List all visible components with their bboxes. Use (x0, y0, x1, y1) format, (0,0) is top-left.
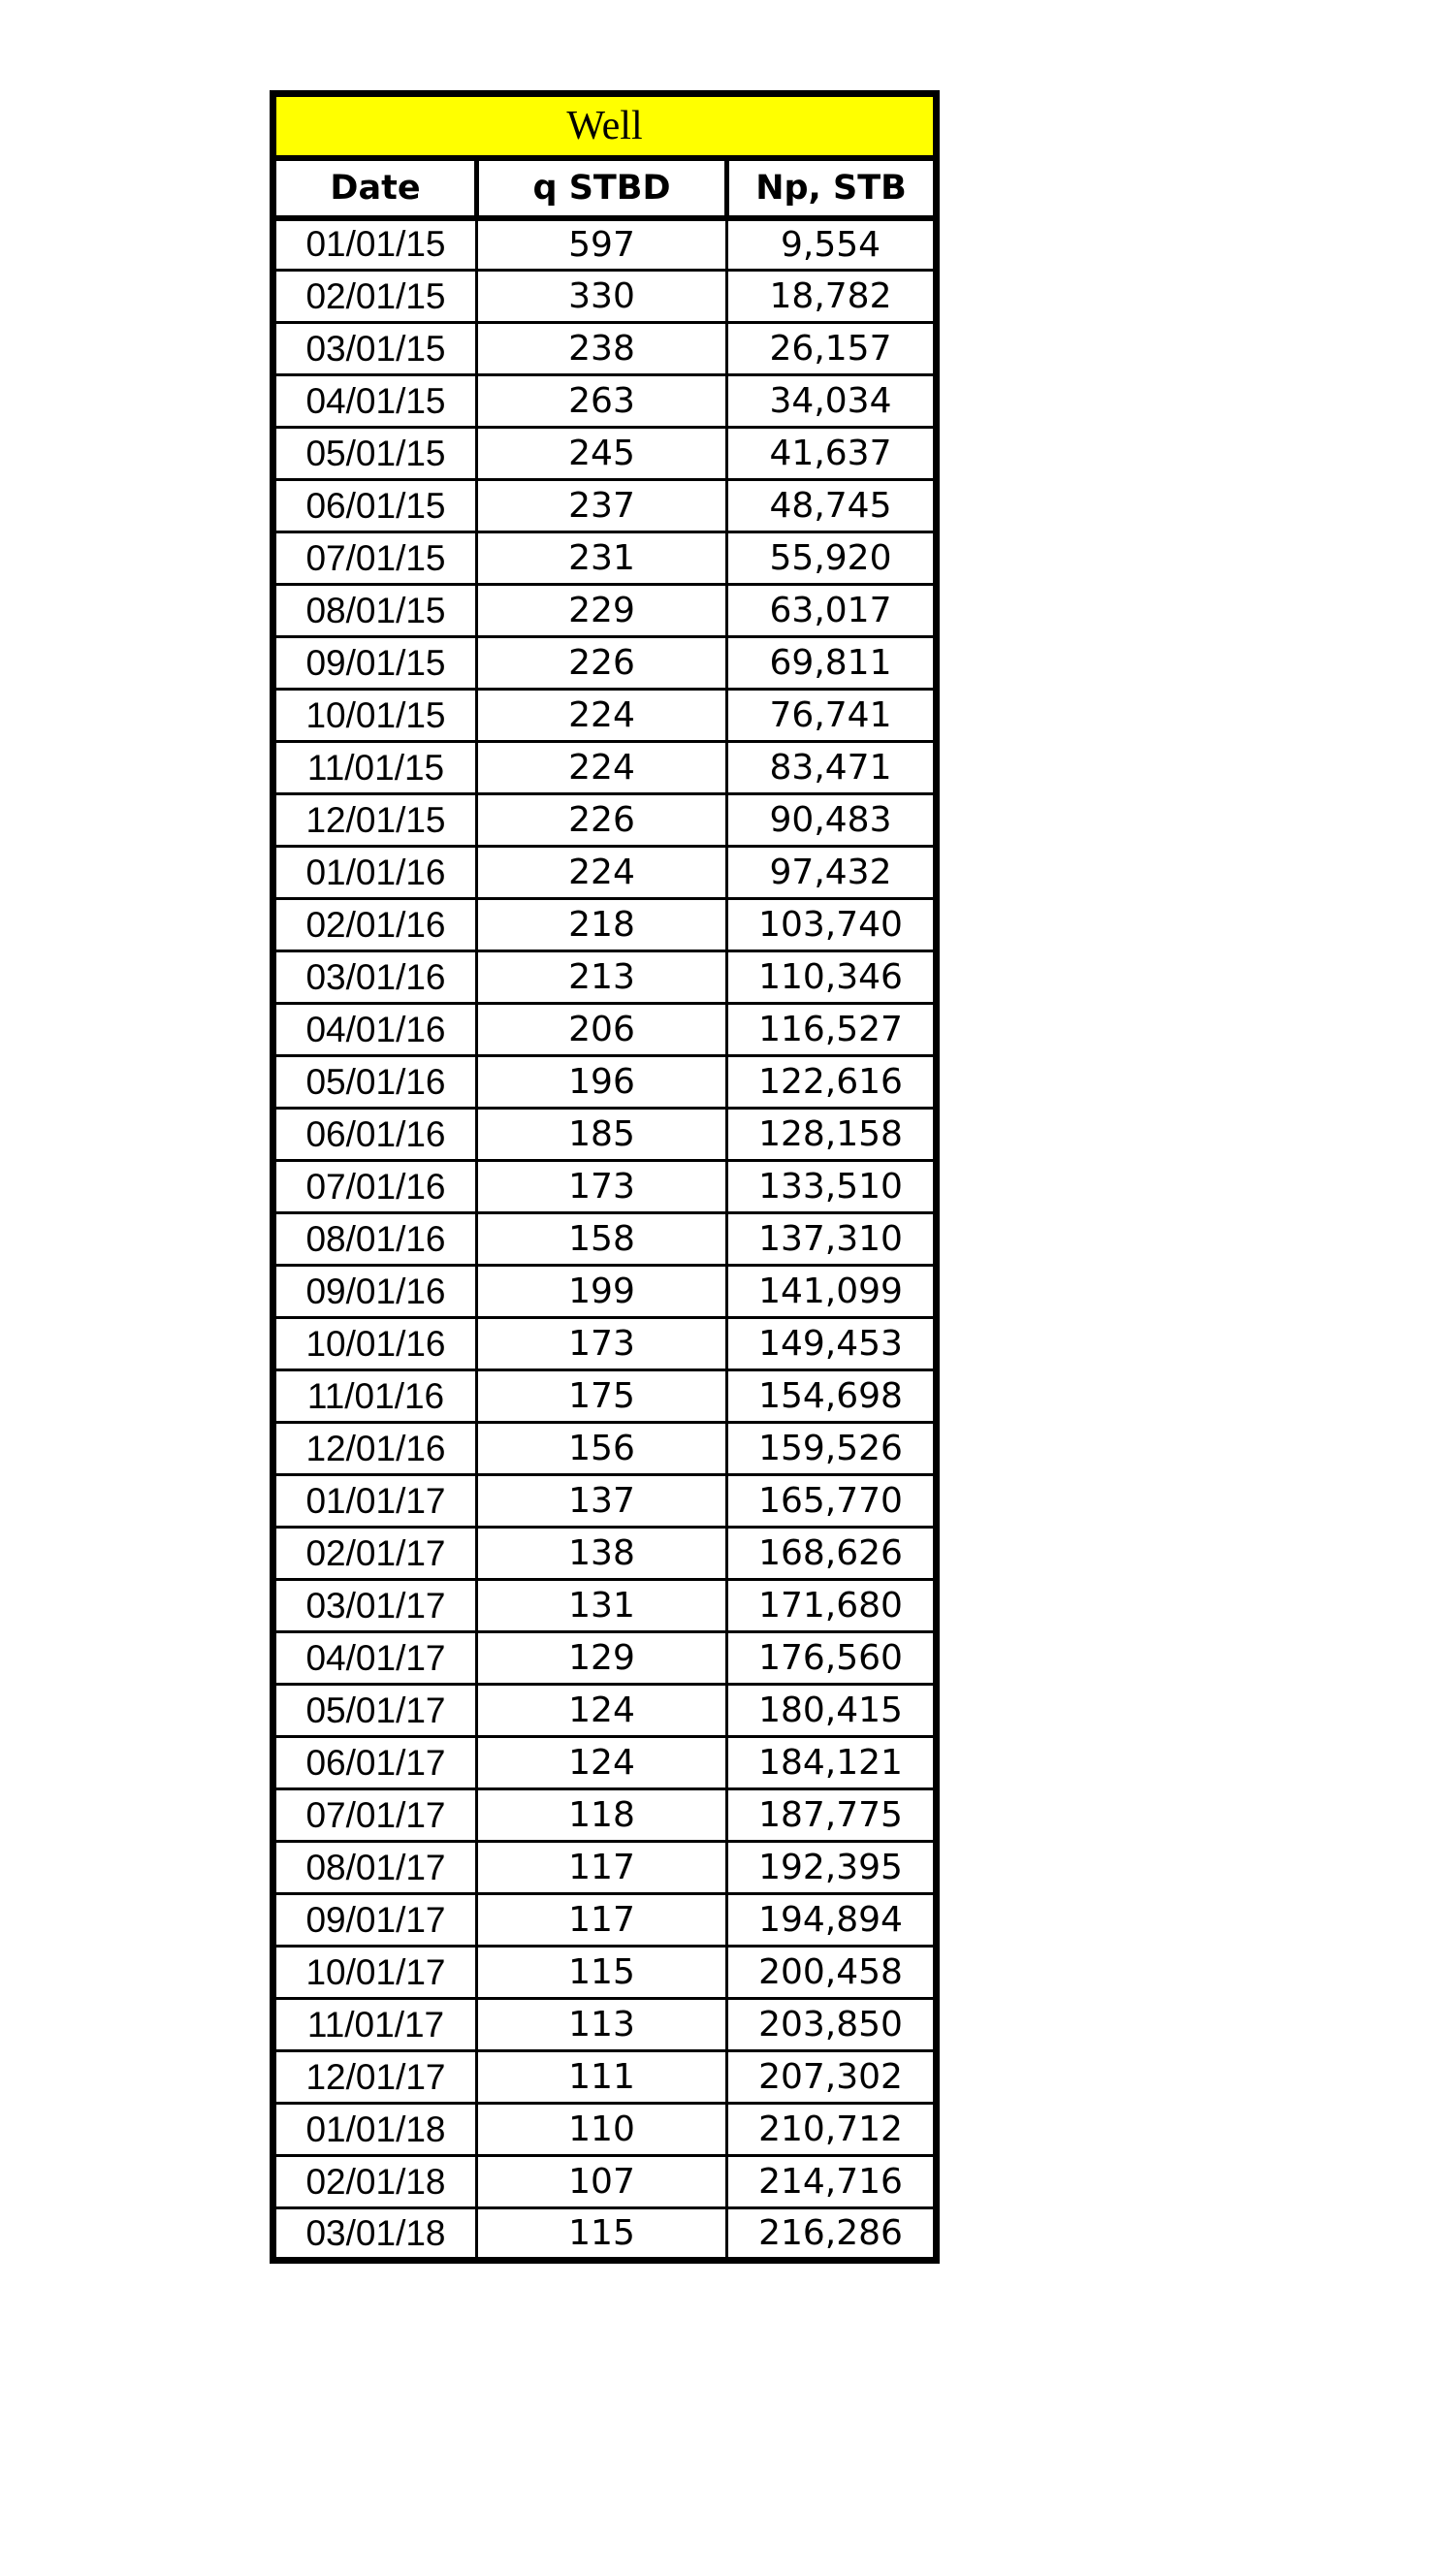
cumulative-cell: 200,458 (727, 1947, 937, 1999)
cumulative-cell: 76,741 (727, 690, 937, 742)
rate-cell: 199 (477, 1266, 727, 1318)
cumulative-cell: 216,286 (727, 2208, 937, 2261)
table-row (273, 1266, 937, 1318)
date-cell: 09/01/17 (273, 1894, 477, 1947)
date-cell: 12/01/17 (273, 2051, 477, 2104)
date-cell: 09/01/15 (273, 637, 477, 690)
rate-cell: 218 (477, 899, 727, 951)
cumulative-cell: 133,510 (727, 1161, 937, 1213)
date-cell: 02/01/15 (273, 271, 477, 323)
rate-cell: 110 (477, 2104, 727, 2156)
rate-cell: 137 (477, 1475, 727, 1528)
rate-cell: 138 (477, 1528, 727, 1580)
table-row (273, 1004, 937, 1056)
date-cell: 11/01/15 (273, 742, 477, 794)
table-row (273, 218, 937, 271)
rate-cell: 118 (477, 1789, 727, 1842)
rate-cell: 173 (477, 1318, 727, 1370)
table-row (273, 1685, 937, 1737)
cumulative-cell: 116,527 (727, 1004, 937, 1056)
date-cell: 12/01/16 (273, 1423, 477, 1475)
table-row (273, 585, 937, 637)
date-cell: 10/01/16 (273, 1318, 477, 1370)
table-row (273, 375, 937, 428)
date-cell: 04/01/17 (273, 1632, 477, 1685)
rate-cell: 115 (477, 2208, 727, 2261)
table-row (273, 637, 937, 690)
cumulative-cell: 194,894 (727, 1894, 937, 1947)
date-cell: 07/01/15 (273, 532, 477, 585)
date-cell: 03/01/15 (273, 323, 477, 375)
table-body (273, 218, 937, 2261)
table-row (273, 2208, 937, 2261)
rate-cell: 124 (477, 1685, 727, 1737)
date-cell: 01/01/16 (273, 847, 477, 899)
table-row (273, 1842, 937, 1894)
table-row (273, 1999, 937, 2051)
table-row (273, 1737, 937, 1789)
date-cell: 10/01/17 (273, 1947, 477, 1999)
table-row (273, 323, 937, 375)
date-cell: 06/01/17 (273, 1737, 477, 1789)
rate-cell: 107 (477, 2156, 727, 2208)
cumulative-cell: 214,716 (727, 2156, 937, 2208)
date-cell: 04/01/15 (273, 375, 477, 428)
rate-cell: 213 (477, 951, 727, 1004)
rate-cell: 175 (477, 1370, 727, 1423)
table-row (273, 1370, 937, 1423)
table-row (273, 532, 937, 585)
rate-cell: 173 (477, 1161, 727, 1213)
rate-cell: 238 (477, 323, 727, 375)
date-cell: 08/01/17 (273, 1842, 477, 1894)
date-cell: 01/01/17 (273, 1475, 477, 1528)
cumulative-cell: 149,453 (727, 1318, 937, 1370)
date-cell: 01/01/15 (273, 218, 477, 271)
table-row (273, 271, 937, 323)
table-row (273, 1894, 937, 1947)
rate-cell: 113 (477, 1999, 727, 2051)
cumulative-cell: 110,346 (727, 951, 937, 1004)
rate-cell: 158 (477, 1213, 727, 1266)
cumulative-cell: 48,745 (727, 480, 937, 532)
date-cell: 07/01/16 (273, 1161, 477, 1213)
cumulative-cell: 90,483 (727, 794, 937, 847)
rate-cell: 156 (477, 1423, 727, 1475)
cumulative-cell: 203,850 (727, 1999, 937, 2051)
table-row (273, 690, 937, 742)
table-row (273, 1528, 937, 1580)
date-cell: 06/01/16 (273, 1109, 477, 1161)
table-row (273, 1632, 937, 1685)
column-header-cumulative: Np, STB (727, 158, 937, 218)
rate-cell: 117 (477, 1842, 727, 1894)
rate-cell: 229 (477, 585, 727, 637)
date-cell: 03/01/17 (273, 1580, 477, 1632)
table-header-row (273, 158, 937, 218)
table-row (273, 480, 937, 532)
date-cell: 10/01/15 (273, 690, 477, 742)
date-cell: 05/01/16 (273, 1056, 477, 1109)
table-title: Well (273, 94, 937, 158)
rate-cell: 196 (477, 1056, 727, 1109)
rate-cell: 245 (477, 428, 727, 480)
date-cell: 03/01/16 (273, 951, 477, 1004)
cumulative-cell: 55,920 (727, 532, 937, 585)
table-title-row (273, 94, 937, 158)
table-row (273, 1056, 937, 1109)
cumulative-cell: 63,017 (727, 585, 937, 637)
rate-cell: 224 (477, 742, 727, 794)
date-cell: 08/01/15 (273, 585, 477, 637)
date-cell: 03/01/18 (273, 2208, 477, 2261)
rate-cell: 330 (477, 271, 727, 323)
cumulative-cell: 187,775 (727, 1789, 937, 1842)
date-cell: 04/01/16 (273, 1004, 477, 1056)
rate-cell: 124 (477, 1737, 727, 1789)
table-row (273, 1475, 937, 1528)
rate-cell: 117 (477, 1894, 727, 1947)
table-row (273, 1318, 937, 1370)
date-cell: 08/01/16 (273, 1213, 477, 1266)
date-cell: 05/01/17 (273, 1685, 477, 1737)
rate-cell: 206 (477, 1004, 727, 1056)
cumulative-cell: 207,302 (727, 2051, 937, 2104)
table-row (273, 1789, 937, 1842)
table-row (273, 847, 937, 899)
cumulative-cell: 69,811 (727, 637, 937, 690)
cumulative-cell: 141,099 (727, 1266, 937, 1318)
rate-cell: 131 (477, 1580, 727, 1632)
date-cell: 02/01/16 (273, 899, 477, 951)
date-cell: 12/01/15 (273, 794, 477, 847)
date-cell: 02/01/18 (273, 2156, 477, 2208)
cumulative-cell: 137,310 (727, 1213, 937, 1266)
table-row (273, 899, 937, 951)
rate-cell: 237 (477, 480, 727, 532)
rate-cell: 111 (477, 2051, 727, 2104)
cumulative-cell: 154,698 (727, 1370, 937, 1423)
cumulative-cell: 176,560 (727, 1632, 937, 1685)
date-cell: 07/01/17 (273, 1789, 477, 1842)
table-row (273, 794, 937, 847)
column-header-rate: q STBD (477, 158, 727, 218)
cumulative-cell: 184,121 (727, 1737, 937, 1789)
rate-cell: 115 (477, 1947, 727, 1999)
cumulative-cell: 122,616 (727, 1056, 937, 1109)
rate-cell: 226 (477, 794, 727, 847)
table-row (273, 2156, 937, 2208)
date-cell: 01/01/18 (273, 2104, 477, 2156)
rate-cell: 129 (477, 1632, 727, 1685)
table-row (273, 1947, 937, 1999)
table-row (273, 1423, 937, 1475)
cumulative-cell: 18,782 (727, 271, 937, 323)
table-row (273, 2104, 937, 2156)
date-cell: 11/01/16 (273, 1370, 477, 1423)
rate-cell: 231 (477, 532, 727, 585)
cumulative-cell: 83,471 (727, 742, 937, 794)
date-cell: 11/01/17 (273, 1999, 477, 2051)
table-row (273, 1580, 937, 1632)
table-row (273, 1213, 937, 1266)
date-cell: 02/01/17 (273, 1528, 477, 1580)
cumulative-cell: 9,554 (727, 218, 937, 271)
cumulative-cell: 97,432 (727, 847, 937, 899)
cumulative-cell: 26,157 (727, 323, 937, 375)
cumulative-cell: 210,712 (727, 2104, 937, 2156)
rate-cell: 224 (477, 847, 727, 899)
cumulative-cell: 103,740 (727, 899, 937, 951)
table-row (273, 2051, 937, 2104)
rate-cell: 226 (477, 637, 727, 690)
table-row (273, 742, 937, 794)
table-row (273, 1109, 937, 1161)
rate-cell: 263 (477, 375, 727, 428)
cumulative-cell: 192,395 (727, 1842, 937, 1894)
cumulative-cell: 128,158 (727, 1109, 937, 1161)
table-row (273, 951, 937, 1004)
rate-cell: 224 (477, 690, 727, 742)
cumulative-cell: 159,526 (727, 1423, 937, 1475)
cumulative-cell: 165,770 (727, 1475, 937, 1528)
cumulative-cell: 171,680 (727, 1580, 937, 1632)
table-row (273, 1161, 937, 1213)
rate-cell: 597 (477, 218, 727, 271)
rate-cell: 185 (477, 1109, 727, 1161)
well-production-table (270, 90, 940, 2264)
date-cell: 06/01/15 (273, 480, 477, 532)
column-header-date: Date (273, 158, 477, 218)
cumulative-cell: 34,034 (727, 375, 937, 428)
cumulative-cell: 180,415 (727, 1685, 937, 1737)
date-cell: 09/01/16 (273, 1266, 477, 1318)
cumulative-cell: 168,626 (727, 1528, 937, 1580)
date-cell: 05/01/15 (273, 428, 477, 480)
table-row (273, 428, 937, 480)
cumulative-cell: 41,637 (727, 428, 937, 480)
